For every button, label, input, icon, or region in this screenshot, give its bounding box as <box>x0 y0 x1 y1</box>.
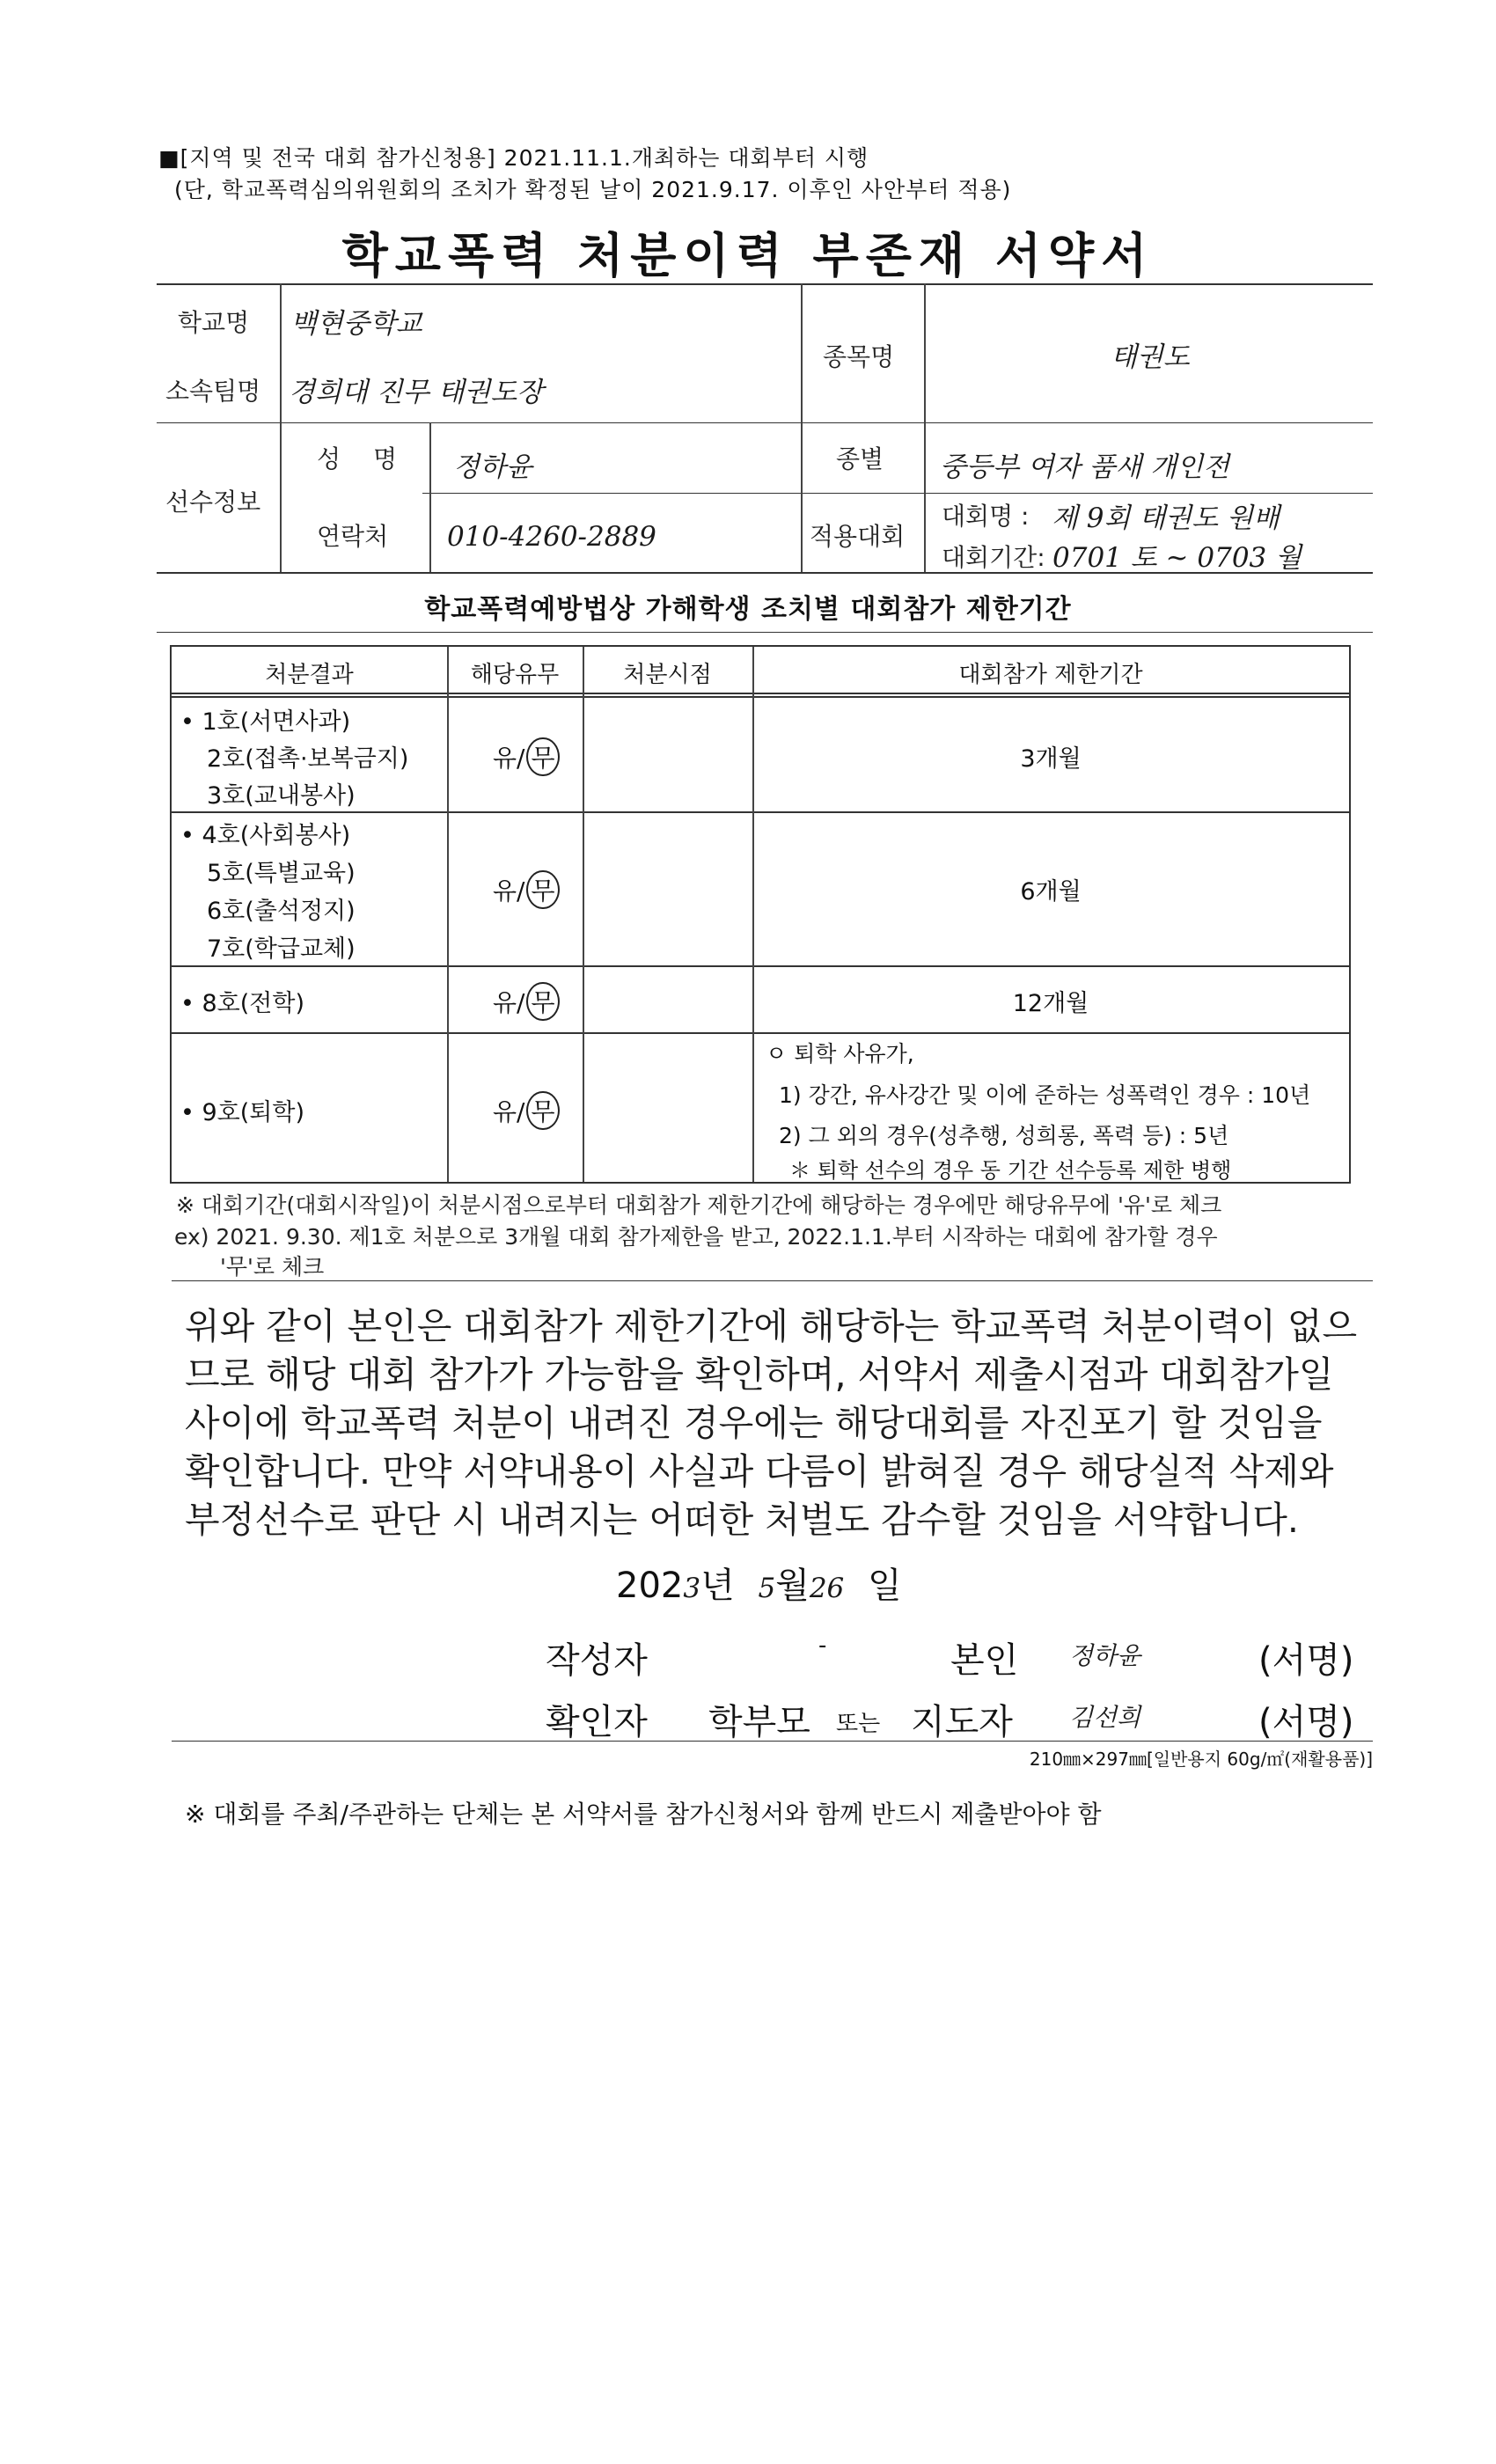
row2-yes-no <box>493 870 560 909</box>
athlete-label: 선수정보 <box>165 488 261 517</box>
pledge-line-3: 사이에 학교폭력 처분이 내려진 경우에는 해당대회를 자진포기 할 것임을 <box>185 1402 1323 1444</box>
row4-yes: 유/ <box>493 1097 525 1126</box>
row3-yes-no <box>493 982 560 1021</box>
category-value: 중등부 여자 품새 개인전 <box>940 451 1230 483</box>
competition-period-label: 대회기간: <box>942 543 1045 572</box>
contact-value: 010-4260-2889 <box>447 521 656 553</box>
coach-label: 지도자 <box>911 1702 1013 1742</box>
table-row-rule-3 <box>172 1032 1349 1034</box>
table-col-rule-2 <box>583 647 584 1182</box>
table-col-rule-3 <box>752 647 754 1182</box>
coach-seal: (서명) <box>1258 1702 1354 1742</box>
th-period: 대회참가 제한기간 <box>958 662 1143 688</box>
self-name: 정하윤 <box>1069 1641 1141 1670</box>
row2-item-3: 6호(출석정지) <box>207 898 356 925</box>
note-1: ※ 대회기간(대회시작일)이 처분시점으로부터 대회참가 제한기간에 해당하는 경우에만 해당유무에 '유'로 체크 <box>176 1192 1222 1218</box>
row1-no-circled: 무 <box>526 737 559 776</box>
confirmer-label: 확인자 <box>546 1702 648 1742</box>
row2-item-2: 5호(특별교육) <box>207 860 356 887</box>
writer-mark: - <box>818 1632 827 1659</box>
self-seal: (서명) <box>1258 1640 1354 1681</box>
or-label: 또는 <box>836 1711 881 1737</box>
competition-label: 적용대회 <box>810 522 906 551</box>
row4-item-1: • 9호(퇴학) <box>180 1099 304 1126</box>
signature-rule <box>172 1741 1373 1742</box>
row1-item-3: 3호(교내봉사) <box>207 782 356 810</box>
row2-no-circled: 무 <box>526 870 559 909</box>
row2-yes: 유/ <box>493 876 525 906</box>
row1-item-2: 2호(접촉·보복금지) <box>207 745 409 773</box>
date-day-hand: 26 <box>809 1573 845 1604</box>
pledge-line-5: 부정선수로 판단 시 내려지는 어떠한 처벌도 감수할 것임을 서약합니다. <box>185 1499 1299 1541</box>
competition-name-label: 대회명 : <box>942 502 1030 531</box>
row3-item-1: • 8호(전학) <box>180 990 304 1017</box>
row2-item-1: • 4호(사회봉사) <box>180 822 351 849</box>
table-row-rule-2 <box>172 965 1349 967</box>
row2-period: 6개월 <box>1020 878 1082 906</box>
row1-item-1: • 1호(서면사과) <box>180 708 351 736</box>
date-year-prefix: 202 <box>616 1566 684 1606</box>
restriction-table <box>170 645 1351 1184</box>
school-value: 백현중학교 <box>290 308 422 340</box>
info-divider-3 <box>429 422 431 572</box>
row4-period-line-4: ＊ 퇴학 선수의 경우 동 기간 선수등록 제한 병행 <box>789 1158 1232 1183</box>
row3-yes: 유/ <box>493 988 525 1017</box>
footer-note: ※ 대회를 주최/주관하는 단체는 본 서약서를 참가신청서와 함께 반드시 제출받아야 함 <box>185 1800 1102 1829</box>
event-value: 태권도 <box>1111 341 1190 373</box>
info-sub-rule <box>422 493 1373 494</box>
row2-item-4: 7호(학급교체) <box>207 935 356 963</box>
self-label: 본인 <box>950 1640 1019 1681</box>
info-divider-1 <box>280 283 282 422</box>
name-label: 성 명 <box>317 444 409 473</box>
category-label: 종별 <box>836 444 884 473</box>
header-line-2: (단, 학교폭력심의위원회의 조치가 확정된 날이 2021.9.17. 이후인 사안부터 적용) <box>174 177 1012 202</box>
contact-label: 연락처 <box>317 522 389 551</box>
paper-spec: 210㎜×297㎜[일반용지 60g/㎡(재활용품)] <box>1029 1749 1373 1770</box>
writer-label: 작성자 <box>546 1640 648 1681</box>
note-2: ex) 2021. 9.30. 제1호 처분으로 3개월 대회 참가제한을 받고, 2022.1.1.부터 시작하는 대회에 참가할 경우 <box>174 1224 1218 1250</box>
row1-yes: 유/ <box>493 744 525 773</box>
school-label: 학교명 <box>178 308 250 337</box>
team-label: 소속팀명 <box>165 377 261 406</box>
row4-period-line-3: 2) 그 외의 경우(성추행, 성희롱, 폭력 등) : 5년 <box>779 1123 1229 1148</box>
pledge-line-4: 확인합니다. 만약 서약내용이 사실과 다름이 밝혀질 경우 해당실적 삭제와 <box>185 1450 1334 1492</box>
row3-no-circled: 무 <box>526 982 559 1021</box>
th-result: 처분결과 <box>265 662 354 688</box>
coach-name: 김선희 <box>1069 1703 1141 1732</box>
row4-no-circled: 무 <box>526 1091 559 1130</box>
team-value: 경희대 진무 태권도장 <box>289 377 544 408</box>
subtitle-rule <box>157 632 1373 633</box>
table-header-rule-2 <box>172 696 1349 698</box>
parent-label: 학부모 <box>708 1702 810 1742</box>
table-subtitle: 학교폭력예방법상 가해학생 조치별 대회참가 제한기간 <box>424 594 1072 625</box>
info-top-rule <box>157 283 1373 285</box>
page-title: 학교폭력 처분이력 부존재 서약서 <box>341 228 1155 283</box>
info-divider-2 <box>280 422 282 572</box>
competition-period-value: 0701 토 ~ 0703 월 <box>1052 542 1302 574</box>
table-col-rule-1 <box>447 647 449 1182</box>
row4-yes-no <box>493 1091 560 1130</box>
date-month-suffix: 월 <box>775 1566 810 1606</box>
pledge-line-1: 위와 같이 본인은 대회참가 제한기간에 해당하는 학교폭력 처분이력이 없으 <box>185 1305 1358 1347</box>
notes-rule <box>172 1280 1373 1281</box>
info-divider-4 <box>801 283 803 572</box>
pledge-line-2: 므로 해당 대회 참가가 가능함을 확인하며, 서약서 제출시점과 대회참가일 <box>185 1353 1334 1396</box>
event-label: 종목명 <box>823 342 895 371</box>
signing-date <box>616 1558 902 1608</box>
row1-yes-no <box>493 737 560 776</box>
row1-period: 3개월 <box>1020 745 1082 773</box>
competition-name-value: 제 9회 태권도 원배 <box>1052 502 1280 534</box>
row4-period-line-1: ㅇ 퇴학 사유가, <box>766 1041 914 1067</box>
header-line-1: ■[지역 및 전국 대회 참가신청용] 2021.11.1.개최하는 대회부터 시행 <box>158 145 869 171</box>
row4-period-line-2: 1) 강간, 유사강간 및 이에 준하는 성폭력인 경우 : 10년 <box>779 1082 1311 1108</box>
th-applicable: 해당유무 <box>470 662 560 688</box>
date-year-suffix: 년 <box>700 1566 735 1606</box>
date-month-hand: 5 <box>758 1573 776 1604</box>
info-mid-rule <box>157 422 1373 423</box>
th-date: 처분시점 <box>623 662 712 688</box>
note-3: '무'로 체크 <box>220 1254 325 1280</box>
name-value: 정하윤 <box>453 451 532 483</box>
pledge-text <box>185 1302 1358 1544</box>
info-divider-5 <box>924 283 926 572</box>
table-row-rule-1 <box>172 811 1349 813</box>
row3-period: 12개월 <box>1012 990 1089 1017</box>
date-year-hand: 3 <box>683 1573 701 1604</box>
date-day-suffix: 일 <box>868 1566 902 1606</box>
table-header-rule <box>172 693 1349 694</box>
